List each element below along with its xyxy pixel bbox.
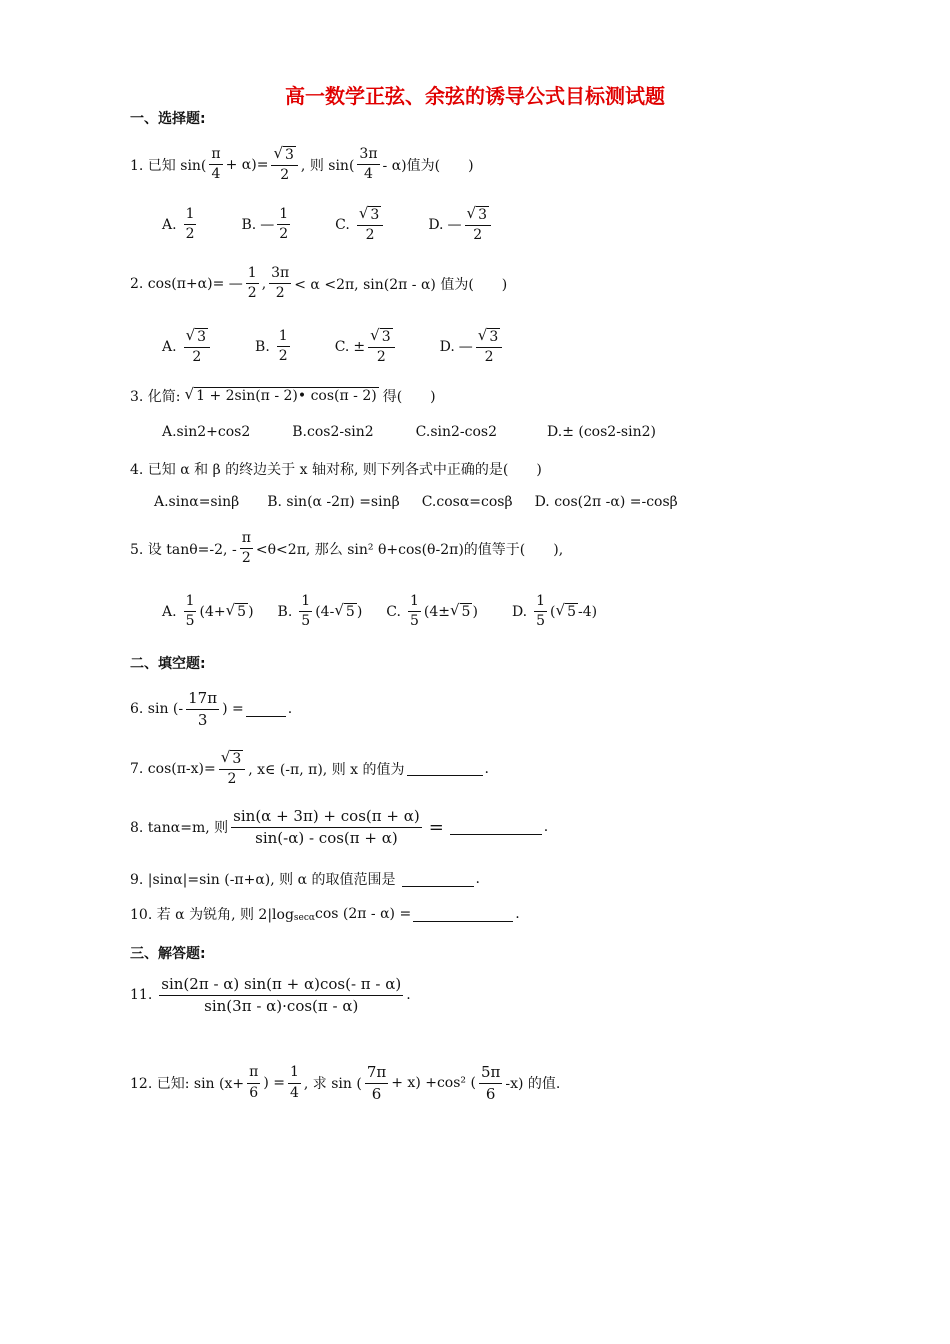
option-a: A. $\frac{1}{5}$ (4+ √ 5 ) [162,593,254,630]
answer-blank[interactable] [402,872,474,887]
answer-blank[interactable] [413,907,513,922]
section-heading-choice: 一、选择题: [130,111,206,127]
option-b: B. sin(α -2π) =sinβ [267,494,400,510]
option-d: D. cos(2π -α) =-cosβ [534,494,678,510]
question-2: 2. cos(π+α)= — $\frac{1}{2}$ , $\frac{3\pi}{2}$ < α <2π, sin(2π - α) 值为( ) [130,265,508,302]
question-3-options [162,424,698,440]
fraction: $\frac{3\pi}{2}$ [271,265,290,302]
section-heading-solve: 三、解答题: [130,946,206,962]
fraction: $\frac{\pi}{2}$ [241,530,251,567]
option-a: A.sin2+cos2 [162,424,251,440]
option-c: C. ± √ 3 2 [335,328,398,365]
question-11: 11. $\frac{\sin(2\pi - \alpha) \sin(\pi + \alpha)\cos(- \pi - \alpha)}{\sin(3\pi - \alpha)\cdot\cos(\pi - \alpha)}$ . [130,975,411,1015]
fraction: $\frac{\sin(\alpha + 3\pi) + \cos(\pi + \alpha)}{\sin(-\alpha) - \cos(\pi + \alpha)}$ [233,807,420,847]
option-b: B.cos2-sin2 [292,424,374,440]
question-4: 4. 已知 α 和 β 的终边关于 x 轴对称, 则下列各式中正确的是( ) [130,462,542,478]
option-b: B. $\frac{1}{5}$ (4- √ 5 ) [277,593,363,630]
question-6: 6. sin (- $\frac{17\pi}{3}$ ) = . [130,689,293,729]
option-d: D. — √ 3 2 [440,328,506,365]
question-5-options [162,594,639,630]
question-12: 12. 已知: sin (x+ $\frac{\pi}{6}$ ) = $\frac{1}{4}$ , 求 sin ( $\frac{7\pi}{6}$ + x) +cos² ( $\frac{5\pi}{6}$ -x) 的值. [130,1063,561,1103]
question-5: 5. 设 tanθ=-2, - $\frac{\pi}{2}$ <θ<2π, 那么 sin² θ+cos(θ-2π)的值等于( ), [130,530,564,567]
question-9: 9. |sinα|=sin (-π+α), 则 α 的取值范围是 . [130,871,480,888]
question-3: 3. 化简: √ 1 + 2sin(π - 2)• cos(π - 2) 得( ) [130,385,436,405]
answer-blank[interactable] [407,761,483,776]
option-a: A. $\frac{1}{2}$ [162,205,195,243]
question-2-options [162,328,547,365]
question-7: 7. cos(π-x)= √ 3 2 , x∈ (-π, π), 则 x 的值为 . [130,748,489,788]
option-a: A. √ 3 2 [162,328,213,365]
fraction: $\frac{\pi}{4}$ [211,145,221,183]
question-4-options [154,494,720,510]
fraction: $\frac{3\pi}{4}$ [359,145,378,183]
question-1: 1. 已知 sin( $\frac{\pi}{4}$ + α)= √ 3 2 , 则 sin( $\frac{3\pi}{4}$ - α)值为( ) [130,144,474,184]
option-c: C. $\frac{1}{5}$ (4± √ 5 ) [386,593,478,630]
fraction: $\frac{17\pi}{3}$ [188,689,218,729]
question-10: 10. 若 α 为锐角, 则 2|log secα cos (2π - α) = . [130,906,520,923]
option-c: C.sin2-cos2 [415,424,498,440]
radical-expression: √ 1 + 2sin(π - 2)• cos(π - 2) [184,385,377,405]
fraction: √ 3 2 [219,750,245,787]
fraction: $\frac{7\pi}{6}$ [366,1063,387,1103]
section-heading-fill: 二、填空题: [130,656,206,672]
option-b: B. — $\frac{1}{2}$ [241,205,289,243]
option-c: C. √ 3 2 [335,206,386,243]
option-a: A.sinα=sinβ [154,494,240,510]
option-d: D. $\frac{1}{5}$ ( √ 5 -4) [511,593,598,630]
fraction: $\frac{1}{4}$ [289,1064,299,1101]
fraction: $\frac{\pi}{6}$ [249,1064,259,1101]
option-d: D. — √ 3 2 [428,206,494,243]
fraction: $\frac{1}{2}$ [247,265,257,302]
option-c: C.cosα=cosβ [421,494,513,510]
fraction: $\frac{\sin(2\pi - \alpha) \sin(\pi + \alpha)\cos(- \pi - \alpha)}{\sin(3\pi - \alpha)\cdot\cos(\pi - \alpha)}$ [161,975,402,1015]
page-title: 高一数学正弦、余弦的诱导公式目标测试题 [285,84,665,108]
question-1-options [162,206,536,243]
answer-blank[interactable] [246,702,286,717]
option-b: B. $\frac{1}{2}$ [255,327,288,365]
fraction: √ 3 2 [271,146,297,183]
option-d: D.± (cos2-sin2) [547,424,656,440]
fraction: $\frac{5\pi}{6}$ [480,1063,501,1103]
question-8: 8. tanα=m, 则 $\frac{\sin(\alpha + 3\pi) + \cos(\pi + \alpha)}{\sin(-\alpha) - \cos(\pi + \alpha)}$ = . [130,807,549,847]
answer-blank[interactable] [450,820,542,835]
